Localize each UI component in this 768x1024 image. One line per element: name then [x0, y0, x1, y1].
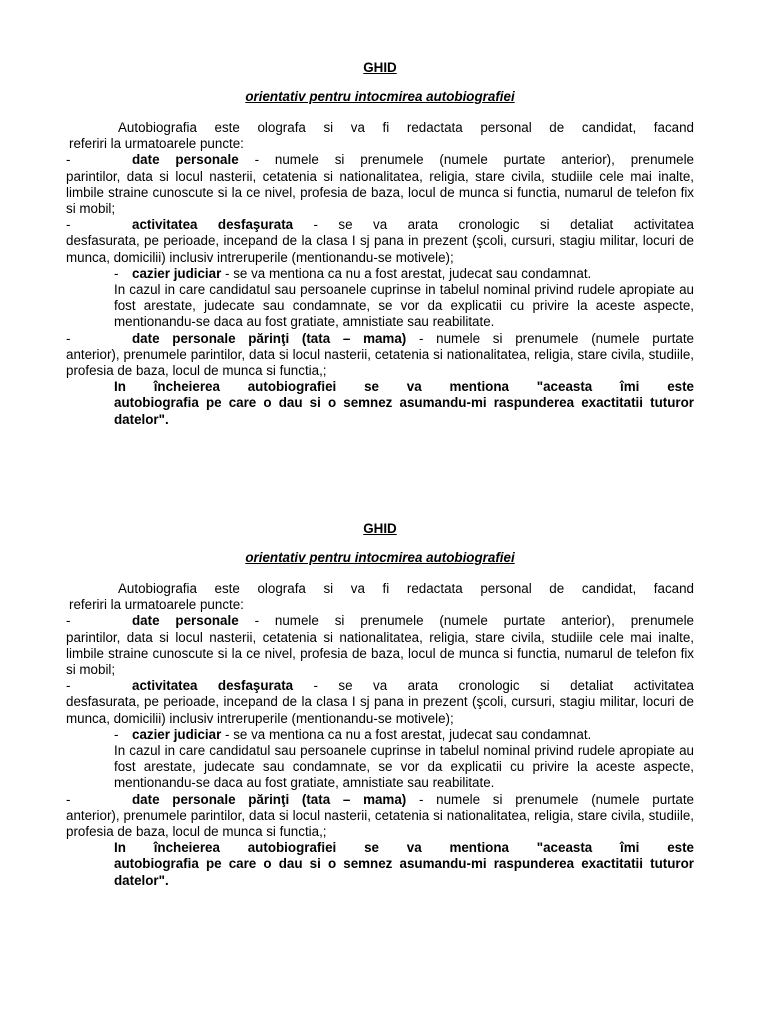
item-label: date personale părinţi (tata – mama): [132, 791, 407, 807]
item-text-continued: parintilor, data si locul nasterii, cetatenia si nationalitatea, religia, stare civila, studiile cele mai inalte, limbile straine cunoscute si la ce nivel, profesia de baza, locul de munca si functia, numarul de telefon fix si mobil;: [66, 168, 694, 217]
list-dash: -: [114, 726, 119, 742]
item-text: - se va arata cronologic si detaliat activitatea: [293, 217, 694, 233]
item-label: date personale: [132, 152, 239, 168]
intro-paragraph: [66, 581, 694, 613]
item-label: activitatea desfaşurata: [132, 678, 294, 694]
list-dash: -: [114, 265, 119, 281]
item-text-continued: desfasurata, pe perioade, incepand de la clasa I sj pana in prezent (şcoli, cursuri, stagiu militar, locuri de munca, domicilii) inclusiv intreruperile (mentionandu-se motivele);: [66, 694, 694, 726]
item-label: cazier judiciar: [132, 726, 222, 742]
closing-text: autobiografia pe care o dau si o semnez asumandu-mi raspunderea exactitatii tuturor datelor".: [114, 395, 694, 427]
explanation-paragraph: In cazul in care candidatul sau persoanele cuprinse in tabelul nominal privind rudele apropiate au fost arestate, judecate sau condamnate, se vor da explicatii cu privire la aceste aspecte, mentionandu-se daca au fost gratiate, amnistiate sau reabilitate.: [114, 743, 694, 791]
closing-line-1: In încheierea autobiografiei se va mentiona "aceasta îmi este: [114, 379, 694, 395]
list-dash: -: [66, 152, 71, 168]
doc-title: GHID: [363, 521, 397, 536]
item-activitatea: [66, 217, 694, 266]
doc-subtitle: orientativ pentru intocmirea autobiografiei: [245, 550, 515, 565]
intro-line-1: Autobiografia este olografa si va fi redactata personal de candidat, facand: [118, 120, 694, 135]
doc-subtitle: orientativ pentru intocmirea autobiografiei: [245, 89, 515, 104]
item-text-continued: desfasurata, pe perioade, incepand de la clasa I sj pana in prezent (şcoli, cursuri, stagiu militar, locuri de munca, domicilii) inclusiv intreruperile (mentionandu-se motivele);: [66, 233, 694, 265]
item-label: date personale: [132, 613, 239, 629]
intro-line-2: referiri la urmatoarele puncte:: [69, 597, 244, 613]
item-label: cazier judiciar: [132, 265, 222, 281]
doc-title: GHID: [363, 60, 397, 75]
item-parinti: [66, 792, 694, 841]
item-text-continued: anterior), prenumele parintilor, data si locul nasterii, cetatenia si nationalitatea, religia, stare civila, studiile, profesia de baza, locul de munca si functia,;: [66, 346, 694, 379]
intro-paragraph: [66, 120, 694, 152]
guide-copy-2: [66, 521, 694, 889]
closing-line-1: In încheierea autobiografiei se va mentiona "aceasta îmi este: [114, 840, 694, 856]
item-text: - numele si prenumele (numele purtate anterior), prenumele: [238, 613, 694, 629]
item-text: - se va arata cronologic si detaliat activitatea: [293, 678, 694, 694]
list-dash: -: [66, 217, 71, 233]
closing-paragraph: [114, 379, 694, 428]
item-label: activitatea desfaşurata: [132, 217, 294, 233]
closing-paragraph: [114, 840, 694, 889]
list-dash: -: [66, 330, 71, 346]
intro-line-1: Autobiografia este olografa si va fi redactata personal de candidat, facand: [118, 581, 694, 596]
item-text-continued: parintilor, data si locul nasterii, cetatenia si nationalitatea, religia, stare civila, studiile cele mai inalte, limbile straine cunoscute si la ce nivel, profesia de baza, locul de munca si functia, numarul de telefon fix si mobil;: [66, 629, 694, 678]
item-text: - numele si prenumele (numele purtate anterior), prenumele: [238, 152, 694, 168]
item-text: - numele si prenumele (numele purtate: [406, 330, 694, 346]
guide-copy-1: [66, 60, 694, 428]
item-text-continued: anterior), prenumele parintilor, data si locul nasterii, cetatenia si nationalitatea, religia, stare civila, studiile, profesia de baza, locul de munca si functia,;: [66, 807, 694, 840]
list-dash: -: [66, 613, 71, 629]
item-date-personale: [66, 152, 694, 217]
item-date-personale: [66, 613, 694, 678]
item-text: - se va mentiona ca nu a fost arestat, judecat sau condamnat.: [221, 726, 592, 742]
item-parinti: [66, 331, 694, 380]
item-cazier: [114, 266, 694, 282]
intro-line-2: referiri la urmatoarele puncte:: [69, 136, 244, 152]
explanation-paragraph: In cazul in care candidatul sau persoanele cuprinse in tabelul nominal privind rudele apropiate au fost arestate, judecate sau condamnate, se vor da explicatii cu privire la aceste aspecte, mentionandu-se daca au fost gratiate, amnistiate sau reabilitate.: [114, 282, 694, 330]
item-text: - se va mentiona ca nu a fost arestat, judecat sau condamnat.: [221, 265, 592, 281]
item-activitatea: [66, 678, 694, 727]
item-cazier: [114, 727, 694, 743]
item-text: - numele si prenumele (numele purtate: [406, 791, 694, 807]
list-dash: -: [66, 791, 71, 807]
list-dash: -: [66, 678, 71, 694]
closing-text: autobiografia pe care o dau si o semnez asumandu-mi raspunderea exactitatii tuturor datelor".: [114, 856, 694, 888]
item-label: date personale părinţi (tata – mama): [132, 330, 407, 346]
